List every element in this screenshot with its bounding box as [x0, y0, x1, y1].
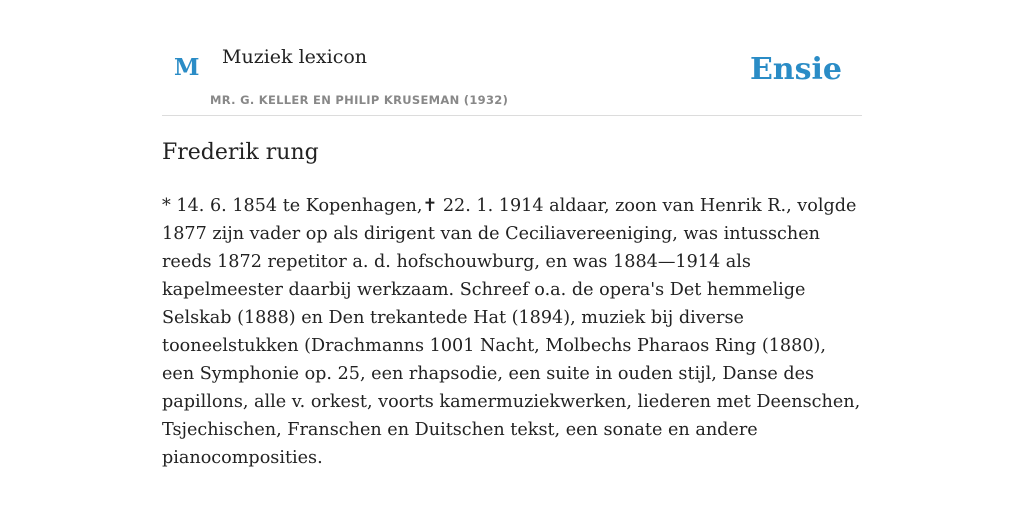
lexicon-title[interactable]: Muziek lexicon	[222, 46, 368, 68]
lexicon-header	[162, 40, 862, 116]
lexicon-authors: MR. G. KELLER EN PHILIP KRUSEMAN (1932)	[210, 93, 509, 107]
ensie-brand-logo[interactable]: Ensie	[749, 52, 842, 87]
lexicon-logo[interactable]: M	[174, 54, 200, 81]
entry-body-prefix: * 14. 6. 1854 te Kopenhagen,	[162, 196, 423, 216]
death-cross-icon: ✝	[422, 196, 438, 216]
entry-body	[162, 192, 862, 472]
entry-title: Frederik rung	[162, 140, 319, 165]
entry-body-text: 22. 1. 1914 aldaar, zoon van Henrik R., volgde 1877 zijn vader op als dirigent van de Ceciliavereeniging, was intusschen reeds 1872 repetitor a. d. hofschouwburg, en was 1884—1914 als kapelmeester daarbij werkzaam. Schreef o.a. de opera's Det hemmelige Selskab (1888) en Den trekantede Hat (1894), muziek bij diverse tooneelstukken (Drachmanns 1001 Nacht, Molbechs Pharaos Ring (1880), een Symphonie op. 25, een rhapsodie, een suite in ouden stijl, Danse des papillons, alle v. orkest, voorts kamermuziekwerken, liederen met Deenschen, Tsjechischen, Franschen en Duitschen tekst, een sonate en andere pianocomposities.	[162, 196, 861, 468]
